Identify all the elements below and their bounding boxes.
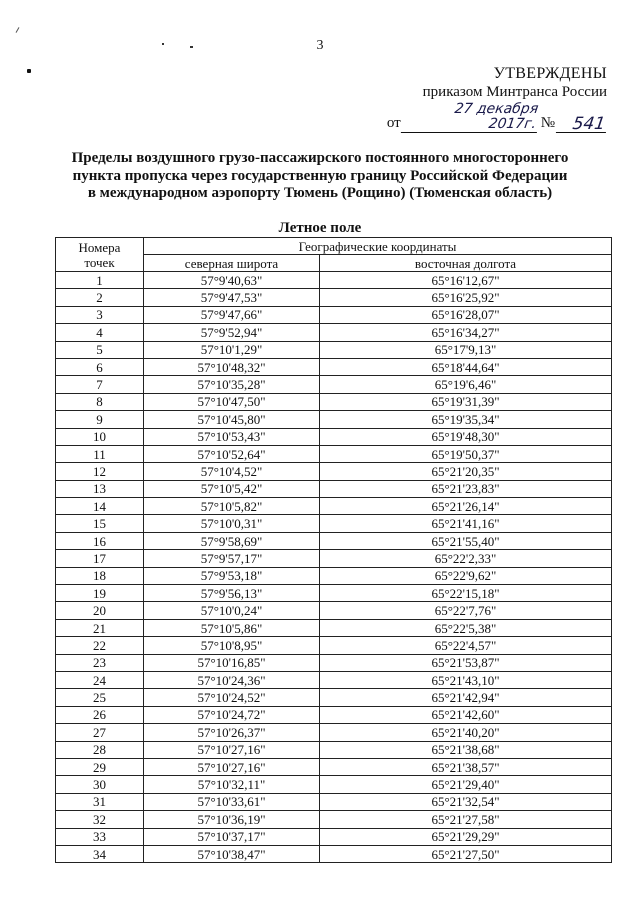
table-row [56,306,612,323]
cell-north-latitude: 57°10'24,36" [144,671,320,688]
cell-north-latitude: 57°10'0,31" [144,515,320,532]
cell-north-latitude: 57°9'53,18" [144,567,320,584]
cell-point-number: 7 [56,376,144,393]
table-row [56,619,612,636]
cell-north-latitude: 57°10'33,61" [144,793,320,810]
cell-north-latitude: 57°10'5,42" [144,480,320,497]
table-row [56,567,612,584]
table-row [56,706,612,723]
cell-east-longitude: 65°21'20,35" [320,463,612,480]
cell-point-number: 2 [56,289,144,306]
header-point-number-line1: Номера [78,239,121,255]
cell-east-longitude: 65°16'34,27" [320,324,612,341]
cell-north-latitude: 57°10'24,52" [144,689,320,706]
cell-east-longitude: 65°19'48,30" [320,428,612,445]
cell-north-latitude: 57°10'8,95" [144,637,320,654]
cell-east-longitude: 65°17'9,13" [320,341,612,358]
table-row [56,741,612,758]
cell-north-latitude: 57°9'58,69" [144,532,320,549]
cell-north-latitude: 57°10'45,80" [144,411,320,428]
cell-east-longitude: 65°19'50,37" [320,445,612,462]
table-row [56,393,612,410]
coordinates-table [55,237,612,863]
table-row [56,532,612,549]
header-point-number [56,238,144,272]
cell-north-latitude: 57°10'35,28" [144,376,320,393]
bullet-mark [27,69,31,73]
table-row [56,828,612,845]
table-row [56,689,612,706]
cell-east-longitude: 65°18'44,64" [320,358,612,375]
cell-point-number: 30 [56,776,144,793]
table-row [56,637,612,654]
document-title-line: Пределы воздушного грузо-пассажирского постоянного многостороннего [71,150,569,166]
cell-north-latitude: 57°10'4,52" [144,463,320,480]
cell-point-number: 28 [56,741,144,758]
cell-north-latitude: 57°10'26,37" [144,724,320,741]
cell-north-latitude: 57°10'0,24" [144,602,320,619]
cell-north-latitude: 57°9'47,53" [144,289,320,306]
cell-east-longitude: 65°21'27,58" [320,811,612,828]
cell-east-longitude: 65°22'2,33" [320,550,612,567]
cell-north-latitude: 57°10'5,82" [144,498,320,515]
cell-point-number: 25 [56,689,144,706]
cell-point-number: 23 [56,654,144,671]
approval-title: УТВЕРЖДЕНЫ [493,65,607,82]
cell-north-latitude: 57°9'40,63" [144,272,320,289]
table-row [56,463,612,480]
cell-north-latitude: 57°10'37,17" [144,828,320,845]
cell-point-number: 29 [56,758,144,775]
cell-east-longitude: 65°22'4,57" [320,637,612,654]
cell-east-longitude: 65°21'40,20" [320,724,612,741]
cell-point-number: 24 [56,671,144,688]
table-row [56,480,612,497]
header-east-longitude: восточная долгота [320,255,612,272]
table-row [56,428,612,445]
table-row [56,515,612,532]
scan-mark [16,27,20,33]
header-north-latitude: северная широта [144,255,320,272]
cell-north-latitude: 57°10'48,32" [144,358,320,375]
cell-point-number: 1 [56,272,144,289]
cell-north-latitude: 57°10'24,72" [144,706,320,723]
cell-east-longitude: 65°21'43,10" [320,671,612,688]
table-row [56,411,612,428]
cell-north-latitude: 57°10'32,11" [144,776,320,793]
document-title-line: пункта пропуска через государственную границу Российской Федерации [72,167,568,184]
section-title: Летное поле [278,220,362,236]
cell-east-longitude: 65°21'29,29" [320,828,612,845]
cell-point-number: 33 [56,828,144,845]
cell-east-longitude: 65°22'15,18" [320,585,612,602]
cell-east-longitude: 65°19'35,34" [320,411,612,428]
header-geo-coordinates: Географические координаты [144,238,612,255]
cell-north-latitude: 57°9'52,94" [144,324,320,341]
document-title [40,150,600,203]
cell-north-latitude: 57°10'5,86" [144,619,320,636]
cell-north-latitude: 57°10'27,16" [144,758,320,775]
cell-east-longitude: 65°22'5,38" [320,619,612,636]
cell-point-number: 19 [56,585,144,602]
cell-point-number: 18 [56,567,144,584]
table-row [56,845,612,862]
table-row [56,585,612,602]
cell-east-longitude: 65°21'32,54" [320,793,612,810]
table-row [56,671,612,688]
cell-point-number: 21 [56,619,144,636]
cell-east-longitude: 65°16'12,67" [320,272,612,289]
handwritten-date: 27 декабря 2017г. [401,102,541,133]
cell-north-latitude: 57°10'53,43" [144,428,320,445]
table-row [56,776,612,793]
cell-east-longitude: 65°21'55,40" [320,532,612,549]
cell-north-latitude: 57°9'47,66" [144,306,320,323]
cell-east-longitude: 65°21'41,16" [320,515,612,532]
cell-east-longitude: 65°22'7,76" [320,602,612,619]
cell-point-number: 22 [56,637,144,654]
cell-north-latitude: 57°9'56,13" [144,585,320,602]
table-row [56,811,612,828]
cell-east-longitude: 65°16'28,07" [320,306,612,323]
table-row [56,654,612,671]
cell-east-longitude: 65°21'23,83" [320,480,612,497]
cell-point-number: 16 [56,532,144,549]
cell-north-latitude: 57°10'36,19" [144,811,320,828]
cell-north-latitude: 57°10'1,29" [144,341,320,358]
cell-east-longitude: 65°19'6,46" [320,376,612,393]
table-row [56,341,612,358]
cell-point-number: 14 [56,498,144,515]
cell-point-number: 31 [56,793,144,810]
page-number: 3 [316,38,324,53]
cell-point-number: 6 [56,358,144,375]
cell-point-number: 8 [56,393,144,410]
table-row [56,602,612,619]
coordinates-table-body [56,272,612,863]
cell-point-number: 26 [56,706,144,723]
cell-point-number: 17 [56,550,144,567]
cell-east-longitude: 65°21'42,94" [320,689,612,706]
table-row [56,445,612,462]
from-label: от [386,115,401,131]
cell-east-longitude: 65°21'38,68" [320,741,612,758]
table-row [56,272,612,289]
header-point-number-line2: точек [84,254,115,270]
table-row [56,724,612,741]
cell-north-latitude: 57°10'16,85" [144,654,320,671]
cell-point-number: 34 [56,845,144,862]
cell-east-longitude: 65°21'38,57" [320,758,612,775]
table-row [56,289,612,306]
cell-point-number: 10 [56,428,144,445]
cell-north-latitude: 57°10'52,64" [144,445,320,462]
table-row [56,376,612,393]
handwritten-number: 541 [556,117,608,133]
number-label: № [540,115,555,131]
document-title-line: в международном аэропорту Тюмень (Рощино) (Тюменская область) [87,185,553,201]
cell-north-latitude: 57°10'38,47" [144,845,320,862]
cell-point-number: 5 [56,341,144,358]
cell-point-number: 15 [56,515,144,532]
table-row [56,358,612,375]
cell-point-number: 20 [56,602,144,619]
approval-order-text: приказом Минтранса России [422,84,607,100]
table-row [56,793,612,810]
cell-point-number: 13 [56,480,144,497]
table-row [56,498,612,515]
cell-east-longitude: 65°21'26,14" [320,498,612,515]
table-row [56,324,612,341]
cell-point-number: 32 [56,811,144,828]
cell-east-longitude: 65°22'9,62" [320,567,612,584]
cell-point-number: 9 [56,411,144,428]
cell-point-number: 3 [56,306,144,323]
cell-north-latitude: 57°10'47,50" [144,393,320,410]
cell-east-longitude: 65°21'29,40" [320,776,612,793]
cell-north-latitude: 57°10'27,16" [144,741,320,758]
cell-point-number: 11 [56,445,144,462]
approval-block [387,64,607,133]
cell-point-number: 4 [56,324,144,341]
cell-east-longitude: 65°19'31,39" [320,393,612,410]
cell-east-longitude: 65°21'53,87" [320,654,612,671]
approval-order-line [387,102,607,133]
cell-east-longitude: 65°21'27,50" [320,845,612,862]
cell-east-longitude: 65°21'42,60" [320,706,612,723]
cell-east-longitude: 65°16'25,92" [320,289,612,306]
table-row [56,550,612,567]
cell-north-latitude: 57°9'57,17" [144,550,320,567]
cell-point-number: 27 [56,724,144,741]
table-row [56,758,612,775]
cell-point-number: 12 [56,463,144,480]
